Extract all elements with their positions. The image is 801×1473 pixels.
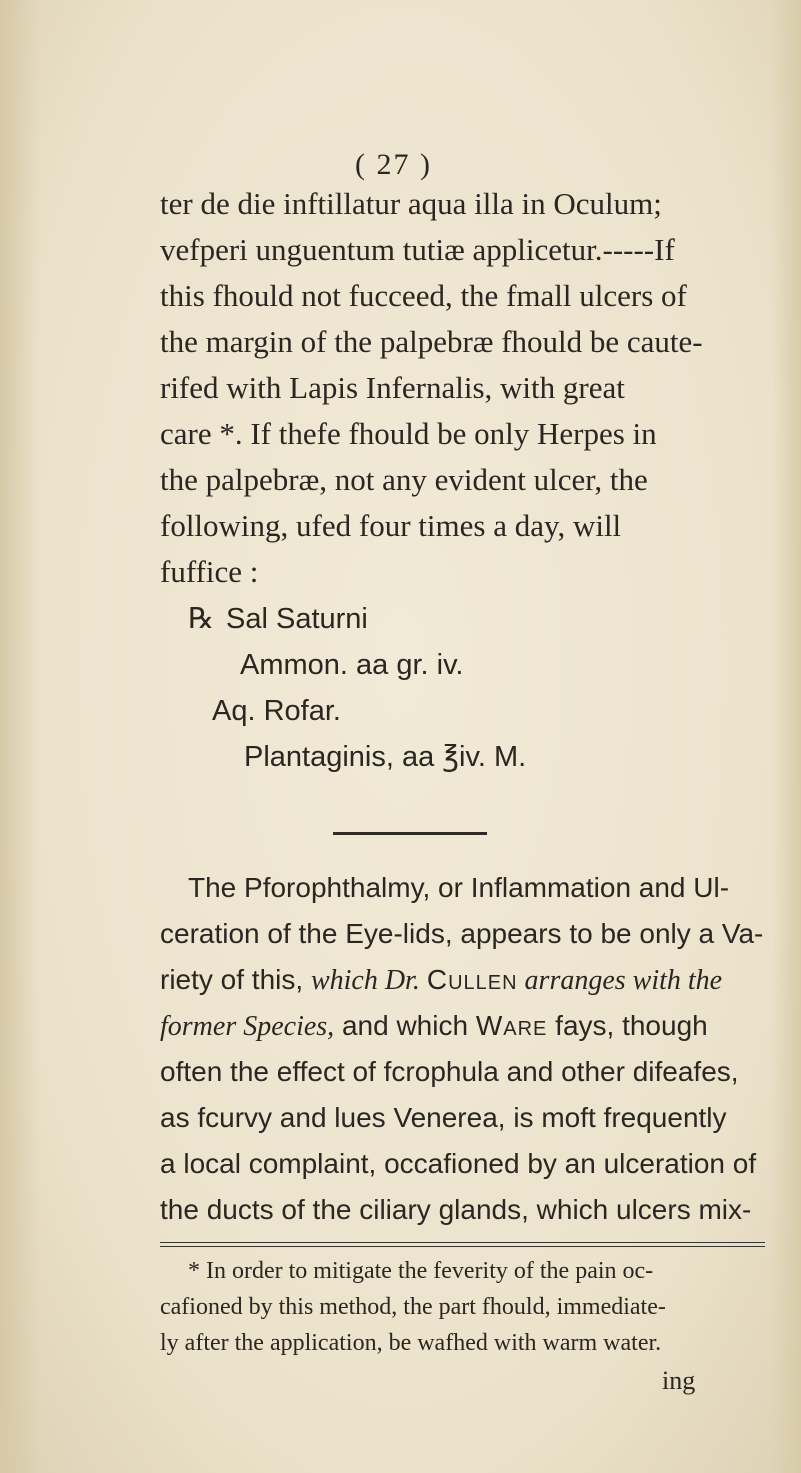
page-edge-shadow-right bbox=[771, 0, 801, 1473]
author-name-ware: Ware bbox=[475, 1010, 548, 1041]
footnote-line-1: * In order to mitigate the feverity of the pain oc- bbox=[188, 1258, 654, 1284]
prescription-line-3: Aq. Rofar. bbox=[212, 695, 341, 727]
footnote-line-2: cafioned by this method, the part fhould, immediate- bbox=[160, 1294, 666, 1320]
paragraph-line-7: a local complaint, occafioned by an ulceration of bbox=[160, 1148, 757, 1179]
author-name-cullen: Cullen bbox=[426, 964, 518, 995]
prescription-line-4: Plantaginis, aa ℥iv. M. bbox=[244, 741, 527, 773]
paragraph-line-8: the ducts of the ciliary glands, which ulcers mix- bbox=[160, 1194, 752, 1225]
section-divider bbox=[333, 832, 487, 835]
paragraph-line-6: as fcurvy and lues Venerea, is moft frequently bbox=[160, 1102, 727, 1133]
footnote-rule bbox=[160, 1242, 765, 1243]
text-line-6: care *. If thefe fhould be only Herpes in bbox=[160, 416, 657, 451]
paragraph-line-3-part-d: arranges with the bbox=[517, 965, 723, 996]
page-number: ( 27 ) bbox=[355, 148, 432, 181]
paragraph-line-4 bbox=[160, 1009, 708, 1044]
paragraph-line-1: The Pforophthalmy, or Inflammation and Ul- bbox=[188, 872, 730, 903]
text-line-7: the palpebræ, not any evident ulcer, the bbox=[160, 462, 648, 497]
page-edge-shadow-left bbox=[0, 0, 40, 1473]
paragraph-line-5: often the effect of fcrophula and other difeafes, bbox=[160, 1056, 739, 1087]
paragraph-line-3-part-b: which Dr. bbox=[310, 965, 427, 996]
paragraph-line-3-part-a: riety of this, bbox=[160, 964, 311, 995]
footnote-rule-inner bbox=[160, 1246, 765, 1247]
text-line-2: vefperi unguentum tutiæ applicetur.-----If bbox=[160, 232, 675, 267]
prescription-line-2: Ammon. aa gr. iv. bbox=[240, 649, 464, 681]
paragraph-line-3 bbox=[160, 963, 722, 998]
paragraph-line-4-part-d: fays, though bbox=[547, 1010, 708, 1041]
text-line-9: fuffice : bbox=[160, 554, 259, 589]
paragraph-line-2: ceration of the Eye-lids, appears to be only a Va- bbox=[160, 918, 764, 949]
text-line-1: ter de die inftillatur aqua illa in Oculum; bbox=[160, 186, 662, 221]
prescription-line-1: Sal Saturni bbox=[226, 603, 368, 635]
catchword: ing bbox=[662, 1366, 696, 1395]
paragraph-line-4-part-b: and which bbox=[334, 1010, 476, 1041]
text-line-4: the margin of the palpebræ fhould be caute- bbox=[160, 324, 703, 359]
text-line-5: rifed with Lapis Infernalis, with great bbox=[160, 370, 625, 405]
rx-symbol: ℞ bbox=[188, 603, 214, 635]
footnote-line-3: ly after the application, be wafhed with warm water. bbox=[160, 1330, 662, 1356]
text-line-8: following, ufed four times a day, will bbox=[160, 508, 622, 543]
paragraph-line-4-part-a: former Species, bbox=[160, 1011, 335, 1042]
text-line-3: this fhould not fucceed, the fmall ulcers of bbox=[160, 278, 687, 313]
